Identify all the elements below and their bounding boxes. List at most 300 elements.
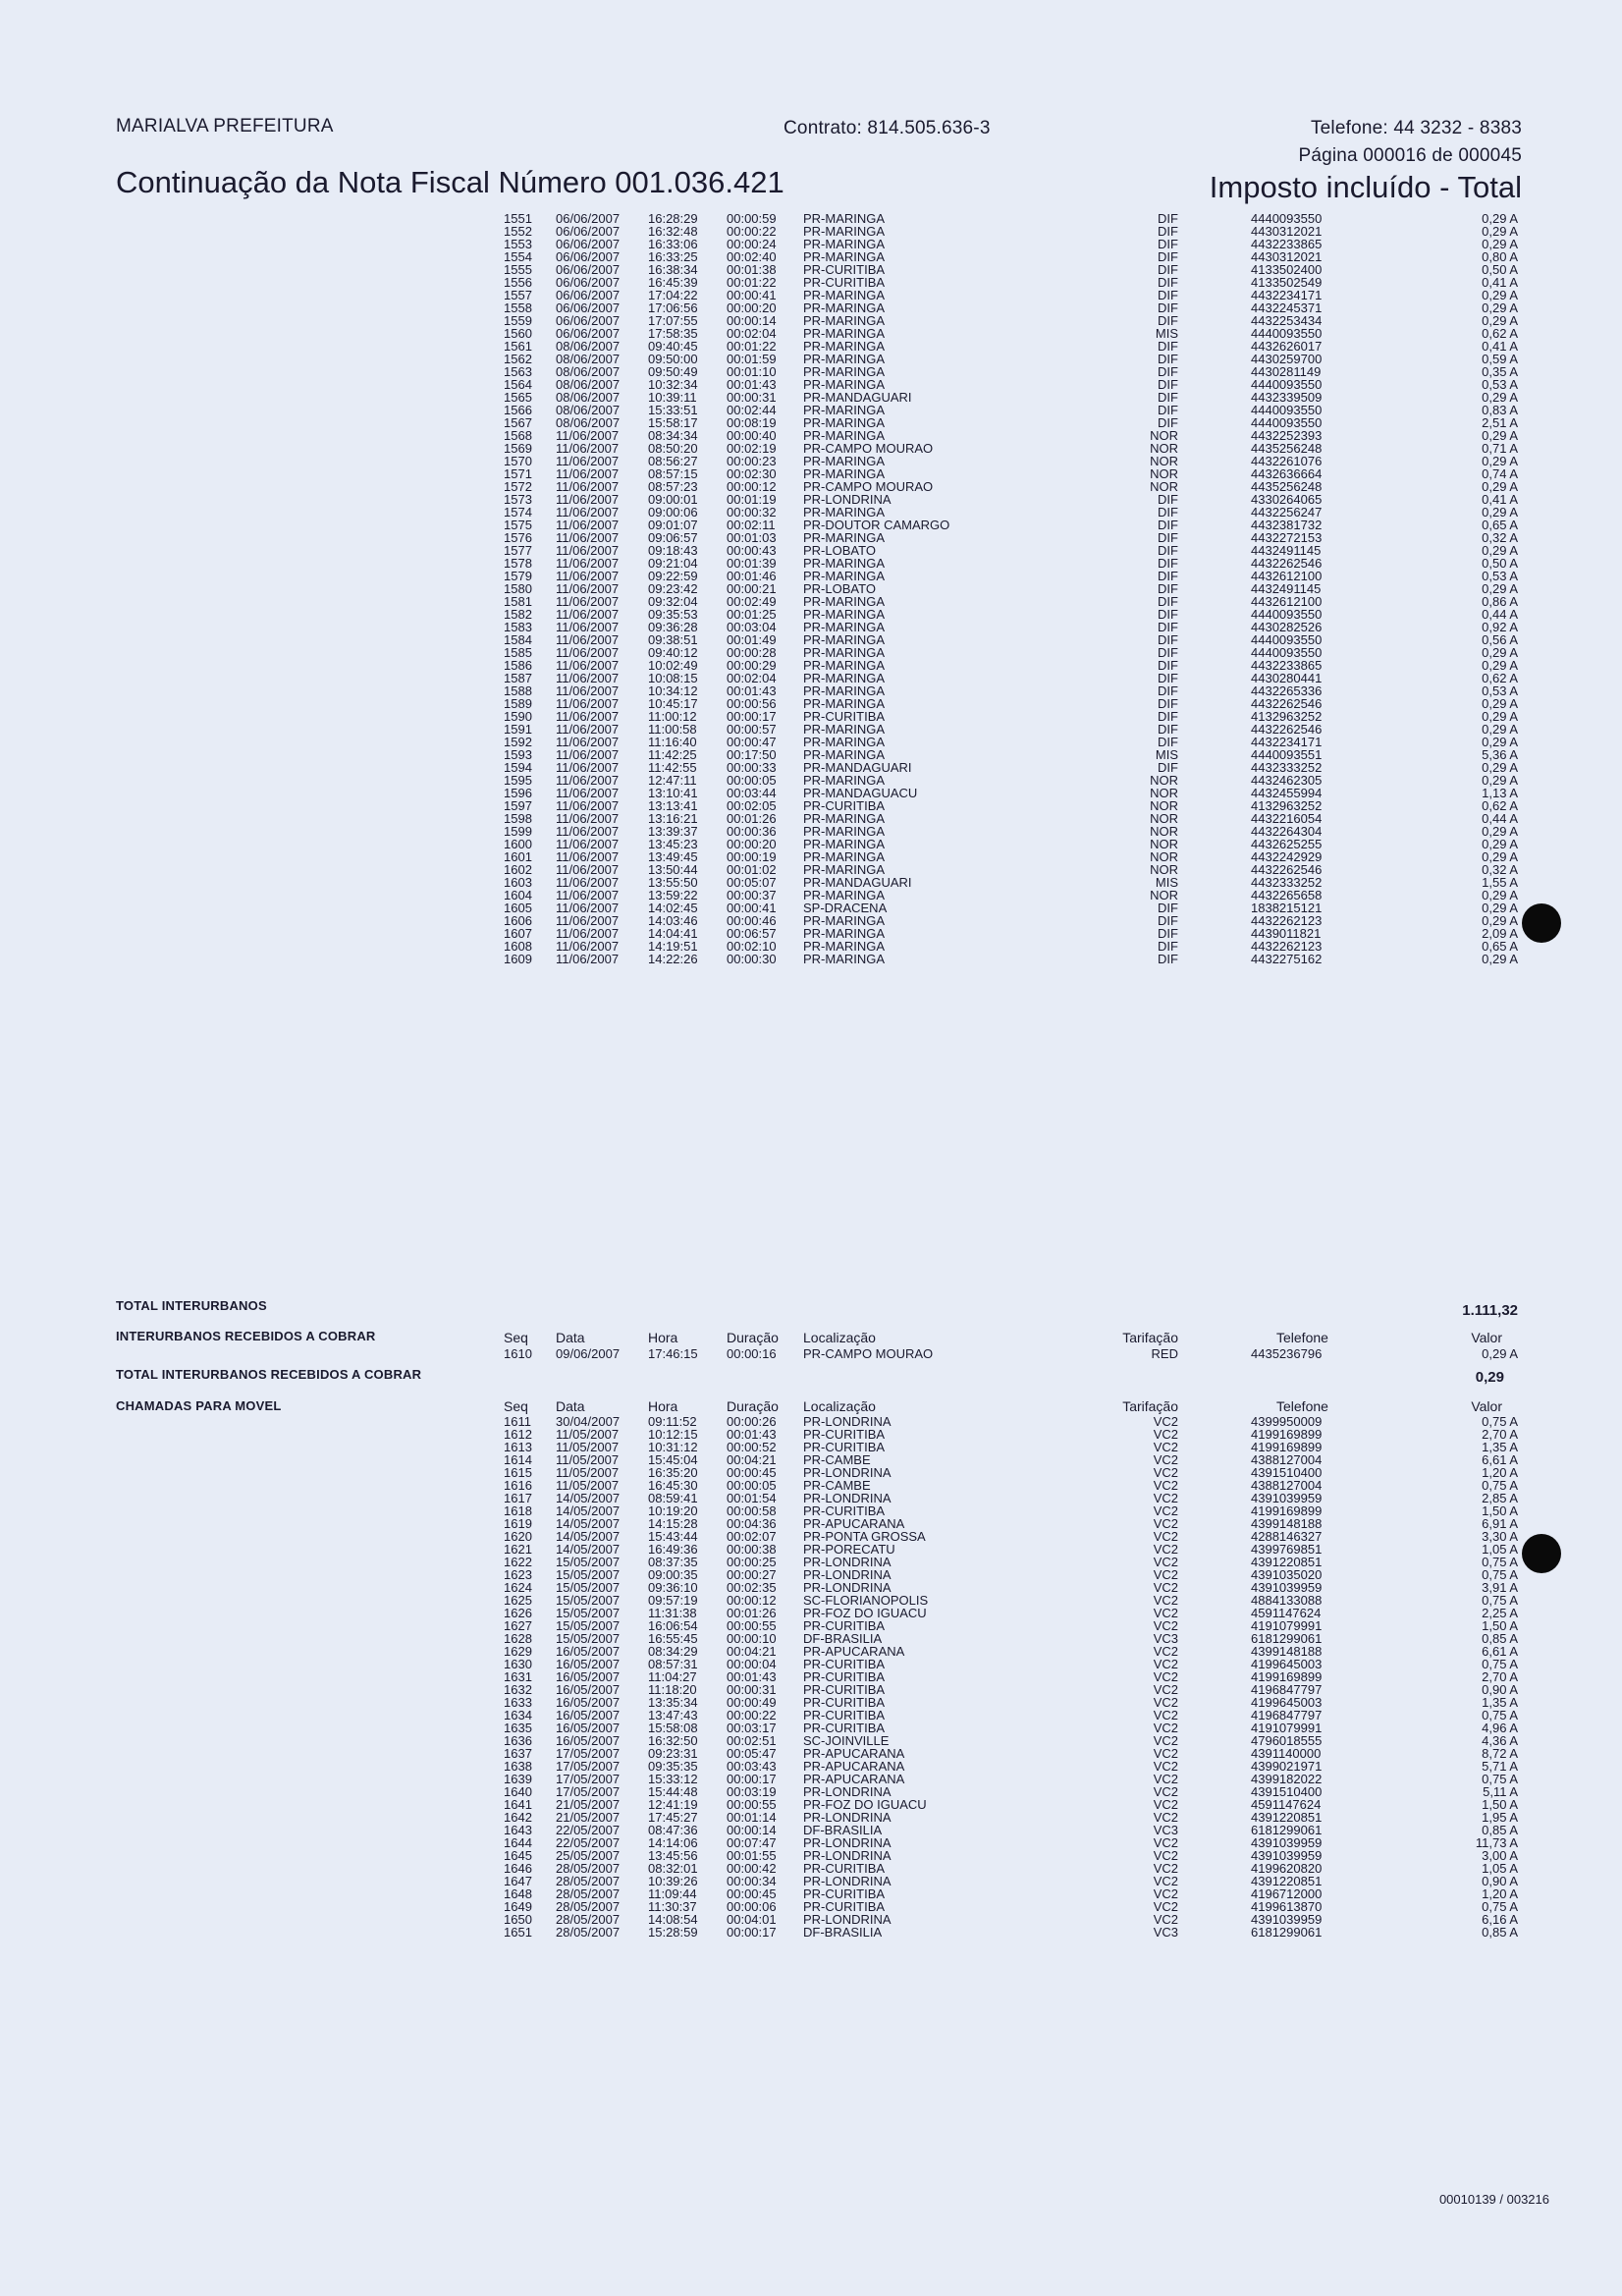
duration-cell: 00:00:19 [727,849,777,864]
location-cell: PR-FOZ DO IGUACU [803,1797,927,1812]
phone-cell: 4199169899 [1251,1503,1323,1518]
location-cell: PR-MANDAGUACU [803,786,918,800]
seq-cell: 1557 [504,288,532,302]
value-cell: 0,29 A [1482,581,1518,596]
rate-cell: VC2 [1153,1695,1178,1710]
value-cell: 2,85 A [1482,1491,1518,1505]
rate-cell: VC2 [1153,1835,1178,1850]
duration-cell: 00:00:41 [727,288,777,302]
date-cell: 06/06/2007 [556,224,621,239]
duration-cell: 00:17:50 [727,747,777,762]
phone-cell: 4432333252 [1251,875,1323,890]
duration-cell: 00:00:22 [727,1708,777,1722]
value-cell: 0,29 A [1482,901,1518,915]
rate-cell: DIF [1158,492,1178,507]
date-cell: 14/05/2007 [556,1503,621,1518]
location-cell: PR-MARINGA [803,735,886,749]
duration-cell: 00:04:21 [727,1452,777,1467]
date-cell: 11/05/2007 [556,1478,620,1493]
location-cell: PR-MARINGA [803,428,886,443]
seq-cell: 1563 [504,364,532,379]
location-cell: PR-MARINGA [803,352,886,366]
location-cell: PR-MARINGA [803,658,886,673]
value-cell: 1,05 A [1482,1861,1518,1876]
duration-cell: 00:01:46 [727,569,777,583]
location-cell: PR-MANDAGUARI [803,875,912,890]
location-cell: PR-CURITIBA [803,1695,886,1710]
date-cell: 06/06/2007 [556,326,621,341]
value-cell: 1,13 A [1482,786,1518,800]
duration-cell: 00:00:36 [727,824,777,839]
duration-cell: 00:01:54 [727,1491,777,1505]
duration-cell: 00:00:29 [727,658,777,673]
duration-cell: 00:01:43 [727,1427,777,1442]
time-cell: 10:39:11 [648,390,697,405]
total-recebidos-label: TOTAL INTERURBANOS RECEBIDOS A COBRAR [116,1367,422,1382]
location-cell: PR-MARINGA [803,530,886,545]
value-cell: 3,00 A [1482,1848,1518,1863]
location-cell: PR-CURITIBA [803,1721,886,1735]
seq-cell: 1602 [504,862,532,877]
date-cell: 11/06/2007 [556,479,620,494]
phone-cell: 4432252393 [1251,428,1323,443]
location-cell: PR-CURITIBA [803,1899,886,1914]
phone-cell: 4435236796 [1251,1346,1323,1361]
seq-cell: 1591 [504,722,532,737]
seq-cell: 1636 [504,1733,532,1748]
phone-cell: 4432262546 [1251,556,1323,571]
duration-cell: 00:00:37 [727,888,777,902]
seq-cell: 1631 [504,1669,532,1684]
column-header-row [0,1332,1622,1346]
location-cell: DF-BRASILIA [803,1823,883,1837]
rate-cell: DIF [1158,581,1178,596]
time-cell: 09:32:04 [648,594,698,609]
date-cell: 17/05/2007 [556,1784,621,1799]
duration-cell: 00:00:14 [727,1823,777,1837]
seq-cell: 1643 [504,1823,532,1837]
phone-cell: 4432626017 [1251,339,1323,354]
time-cell: 17:58:35 [648,326,698,341]
seq-cell: 1566 [504,403,532,417]
date-cell: 11/06/2007 [556,722,620,737]
duration-cell: 00:01:55 [727,1848,777,1863]
duration-cell: 00:02:35 [727,1580,777,1595]
seq-cell: 1559 [504,313,532,328]
rate-cell: DIF [1158,224,1178,239]
phone-cell: 4432262546 [1251,696,1323,711]
location-cell: PR-MANDAGUARI [803,760,912,775]
value-cell: 0,75 A [1482,1772,1518,1786]
value-cell: 0,75 A [1482,1414,1518,1429]
time-cell: 09:21:04 [648,556,698,571]
duration-cell: 00:08:19 [727,415,777,430]
value-cell: 0,59 A [1482,352,1518,366]
rate-cell: VC2 [1153,1848,1178,1863]
rate-cell: DIF [1158,313,1178,328]
rate-cell: MIS [1155,326,1178,341]
duration-cell: 00:00:32 [727,505,777,519]
duration-cell: 00:02:40 [727,249,777,264]
phone-cell: 4430281149 [1251,364,1322,379]
phone-cell: 4432233865 [1251,237,1323,251]
value-cell: 0,29 A [1482,237,1518,251]
location-cell: PR-APUCARANA [803,1772,905,1786]
time-cell: 16:33:25 [648,249,698,264]
seq-cell: 1586 [504,658,532,673]
time-cell: 15:58:17 [648,415,698,430]
time-cell: 10:19:20 [648,1503,698,1518]
seq-cell: 1594 [504,760,532,775]
rate-cell: VC2 [1153,1899,1178,1914]
rate-cell: VC2 [1153,1721,1178,1735]
location-cell: PR-MARINGA [803,862,886,877]
time-cell: 10:12:15 [648,1427,698,1442]
date-cell: 16/05/2007 [556,1644,621,1659]
duration-cell: 00:01:19 [727,492,777,507]
phone-cell: 4440093550 [1251,607,1323,622]
phone-cell: 4432233865 [1251,658,1323,673]
seq-cell: 1556 [504,275,532,290]
time-cell: 13:50:44 [648,862,698,877]
phone-cell: 4432262546 [1251,722,1323,737]
time-cell: 15:28:59 [648,1925,698,1940]
rate-cell: DIF [1158,518,1178,532]
rate-cell: DIF [1158,237,1178,251]
phone-cell: 4432234171 [1251,288,1323,302]
rate-cell: DIF [1158,671,1178,685]
seq-cell: 1593 [504,747,532,762]
duration-cell: 00:03:19 [727,1784,777,1799]
phone-cell: 4432262123 [1251,939,1323,954]
page-indicator: Página 000016 de 000045 [1298,145,1522,166]
value-cell: 0,29 A [1482,722,1518,737]
date-cell: 30/04/2007 [556,1414,621,1429]
location-cell: PR-MARINGA [803,837,886,851]
value-cell: 2,70 A [1482,1669,1518,1684]
time-cell: 09:35:35 [648,1759,698,1774]
rate-cell: NOR [1150,798,1178,813]
date-cell: 06/06/2007 [556,313,621,328]
time-cell: 12:47:11 [648,773,697,788]
duration-cell: 00:00:16 [727,1346,777,1361]
time-cell: 14:04:41 [648,926,698,941]
location-cell: PR-MARINGA [803,747,886,762]
duration-cell: 00:00:42 [727,1861,777,1876]
location-cell: PR-MARINGA [803,645,886,660]
time-cell: 10:32:34 [648,377,698,392]
value-cell: 6,61 A [1482,1644,1518,1659]
seq-cell: 1567 [504,415,532,430]
duration-cell: 00:00:17 [727,1925,777,1940]
seq-cell: 1637 [504,1746,532,1761]
location-cell: PR-MANDAGUARI [803,390,912,405]
time-cell: 13:59:22 [648,888,698,902]
location-cell: PR-LONDRINA [803,1784,892,1799]
date-cell: 16/05/2007 [556,1657,621,1671]
duration-cell: 00:00:06 [727,1899,777,1914]
rate-cell: VC3 [1153,1631,1178,1646]
seq-cell: 1620 [504,1529,532,1544]
date-cell: 11/06/2007 [556,939,620,954]
value-cell: 0,35 A [1482,364,1518,379]
phone-cell: 6181299061 [1251,1631,1323,1646]
rate-cell: VC2 [1153,1465,1178,1480]
location-cell: SC-JOINVILLE [803,1733,890,1748]
seq-cell: 1574 [504,505,532,519]
value-cell: 0,75 A [1482,1567,1518,1582]
time-cell: 16:45:39 [648,275,698,290]
location-cell: PR-LONDRINA [803,1912,892,1927]
time-cell: 17:06:56 [648,301,698,315]
duration-cell: 00:01:22 [727,275,777,290]
time-cell: 13:49:45 [648,849,698,864]
location-cell: PR-DOUTOR CAMARGO [803,518,950,532]
rate-cell: NOR [1150,773,1178,788]
column-header-tarifacao: Tarifação [1122,1398,1178,1414]
phone-cell: 4399950009 [1251,1414,1323,1429]
rate-cell: DIF [1158,288,1178,302]
phone-cell: 4330264065 [1251,492,1323,507]
time-cell: 08:37:35 [648,1555,698,1569]
rate-cell: VC2 [1153,1503,1178,1518]
column-header-localizacao: Localização [803,1398,876,1414]
time-cell: 10:45:17 [648,696,698,711]
phone-cell: 4191079991 [1251,1618,1323,1633]
location-cell: PR-LONDRINA [803,1491,892,1505]
time-cell: 10:02:49 [648,658,698,673]
rate-cell: VC3 [1153,1823,1178,1837]
seq-cell: 1552 [504,224,532,239]
column-header-telefone: Telefone [1276,1398,1328,1414]
time-cell: 09:23:31 [648,1746,698,1761]
duration-cell: 00:01:49 [727,632,777,647]
phone-cell: 4432275162 [1251,952,1323,966]
interurbanos-table [0,212,1622,965]
value-cell: 1,50 A [1482,1503,1518,1518]
time-cell: 09:18:43 [648,543,698,558]
seq-cell: 1555 [504,262,532,277]
date-cell: 08/06/2007 [556,415,621,430]
time-cell: 13:45:56 [648,1848,698,1863]
rate-cell: VC2 [1153,1669,1178,1684]
phone-cell: 4391510400 [1251,1784,1323,1799]
phone-cell: 4199620820 [1251,1861,1323,1876]
value-cell: 0,29 A [1482,313,1518,328]
duration-cell: 00:00:59 [727,211,777,226]
date-cell: 11/06/2007 [556,620,620,634]
location-cell: PR-PONTA GROSSA [803,1529,926,1544]
phone-cell: 4132963252 [1251,709,1323,724]
time-cell: 11:16:40 [648,735,697,749]
time-cell: 16:35:20 [648,1465,698,1480]
time-cell: 09:50:00 [648,352,698,366]
phone-cell: 4391510400 [1251,1465,1323,1480]
total-interurbanos-label: TOTAL INTERURBANOS [116,1298,267,1313]
value-cell: 0,65 A [1482,939,1518,954]
time-cell: 14:19:51 [648,939,698,954]
column-header-seq: Seq [504,1398,528,1414]
time-cell: 17:04:22 [648,288,698,302]
date-cell: 11/06/2007 [556,709,620,724]
rate-cell: NOR [1150,454,1178,468]
seq-cell: 1592 [504,735,532,749]
rate-cell: VC2 [1153,1746,1178,1761]
seq-cell: 1635 [504,1721,532,1735]
duration-cell: 00:00:41 [727,901,777,915]
date-cell: 11/06/2007 [556,913,620,928]
phone-cell: 4132963252 [1251,798,1323,813]
date-cell: 11/06/2007 [556,735,620,749]
value-cell: 1,50 A [1482,1797,1518,1812]
seq-cell: 1647 [504,1874,532,1888]
column-header-hora: Hora [648,1330,678,1345]
value-cell: 0,41 A [1482,339,1518,354]
rate-cell: DIF [1158,696,1178,711]
phone-cell: 4796018555 [1251,1733,1323,1748]
phone-cell: 4391039959 [1251,1491,1323,1505]
date-cell: 11/06/2007 [556,798,620,813]
time-cell: 09:50:49 [648,364,698,379]
date-cell: 08/06/2007 [556,377,621,392]
duration-cell: 00:02:04 [727,671,777,685]
date-cell: 11/06/2007 [556,952,620,966]
value-cell: 6,61 A [1482,1452,1518,1467]
rate-cell: DIF [1158,415,1178,430]
location-cell: PR-MARINGA [803,926,886,941]
location-cell: PR-MARINGA [803,364,886,379]
date-cell: 11/06/2007 [556,581,620,596]
phone-cell: 4391220851 [1251,1810,1323,1825]
date-cell: 11/06/2007 [556,926,620,941]
contract-number: Contrato: 814.505.636-3 [784,118,991,138]
duration-cell: 00:01:25 [727,607,777,622]
date-cell: 08/06/2007 [556,403,621,417]
seq-cell: 1640 [504,1784,532,1799]
duration-cell: 00:00:56 [727,696,777,711]
location-cell: PR-MARINGA [803,313,886,328]
seq-cell: 1634 [504,1708,532,1722]
time-cell: 12:41:19 [648,1797,698,1812]
time-cell: 09:36:28 [648,620,698,634]
value-cell: 0,75 A [1482,1899,1518,1914]
duration-cell: 00:03:04 [727,620,777,634]
seq-cell: 1582 [504,607,532,622]
date-cell: 22/05/2007 [556,1823,621,1837]
value-cell: 0,92 A [1482,620,1518,634]
location-cell: PR-MARINGA [803,632,886,647]
column-header-hora: Hora [648,1398,678,1414]
phone-cell: 4196712000 [1251,1886,1323,1901]
rate-cell: DIF [1158,645,1178,660]
rate-cell: NOR [1150,862,1178,877]
value-cell: 5,11 A [1483,1784,1518,1799]
date-cell: 06/06/2007 [556,275,621,290]
phone-cell: 4391035020 [1251,1567,1323,1582]
duration-cell: 00:02:11 [727,518,776,532]
rate-cell: NOR [1150,786,1178,800]
rate-cell: DIF [1158,211,1178,226]
value-cell: 0,29 A [1482,211,1518,226]
value-cell: 0,29 A [1482,709,1518,724]
location-cell: PR-FOZ DO IGUACU [803,1606,927,1620]
duration-cell: 00:00:05 [727,1478,777,1493]
duration-cell: 00:00:14 [727,313,777,328]
value-cell: 1,35 A [1482,1440,1518,1454]
date-cell: 14/05/2007 [556,1491,621,1505]
time-cell: 09:00:35 [648,1567,698,1582]
rate-cell: VC2 [1153,1861,1178,1876]
value-cell: 0,29 A [1482,760,1518,775]
seq-cell: 1649 [504,1899,532,1914]
date-cell: 11/06/2007 [556,671,620,685]
rate-cell: VC2 [1153,1797,1178,1812]
seq-cell: 1570 [504,454,532,468]
seq-cell: 1597 [504,798,532,813]
duration-cell: 00:00:12 [727,479,777,494]
location-cell: PR-MARINGA [803,377,886,392]
duration-cell: 00:00:24 [727,237,777,251]
rate-cell: VC2 [1153,1478,1178,1493]
rate-cell: VC2 [1153,1427,1178,1442]
location-cell: PR-LONDRINA [803,1414,892,1429]
location-cell: PR-LONDRINA [803,1465,892,1480]
time-cell: 15:33:12 [648,1772,698,1786]
value-cell: 0,29 A [1482,913,1518,928]
date-cell: 11/05/2007 [556,1440,620,1454]
time-cell: 13:55:50 [648,875,698,890]
phone-cell: 4388127004 [1251,1478,1323,1493]
time-cell: 08:47:36 [648,1823,698,1837]
date-cell: 28/05/2007 [556,1899,621,1914]
rate-cell: VC2 [1153,1784,1178,1799]
date-cell: 11/06/2007 [556,862,620,877]
location-cell: PR-LONDRINA [803,1874,892,1888]
page-title: Continuação da Nota Fiscal Número 001.036.421 [116,165,784,199]
location-cell: PR-CURITIBA [803,709,886,724]
duration-cell: 00:04:01 [727,1912,777,1927]
rate-cell: DIF [1158,275,1178,290]
phone-cell: 4430282526 [1251,620,1323,634]
value-cell: 0,83 A [1482,403,1518,417]
value-cell: 1,20 A [1482,1465,1518,1480]
page-subtitle: Imposto incluído - Total [1209,170,1522,204]
phone-cell: 4288146327 [1251,1529,1323,1544]
date-cell: 17/05/2007 [556,1759,621,1774]
location-cell: PR-LONDRINA [803,1567,892,1582]
duration-cell: 00:01:43 [727,683,777,698]
date-cell: 06/06/2007 [556,249,621,264]
rate-cell: DIF [1158,390,1178,405]
date-cell: 11/06/2007 [556,632,620,647]
value-cell: 1,05 A [1482,1542,1518,1557]
location-cell: SP-DRACENA [803,901,888,915]
time-cell: 11:42:25 [648,747,697,762]
seq-cell: 1612 [504,1427,532,1442]
phone-cell: 4432462305 [1251,773,1323,788]
phone-cell: 4430312021 [1251,249,1323,264]
time-cell: 11:00:12 [648,709,697,724]
value-cell: 0,75 A [1482,1657,1518,1671]
punch-hole [1522,903,1561,943]
value-cell: 0,29 A [1482,773,1518,788]
value-cell: 0,29 A [1482,505,1518,519]
date-cell: 11/06/2007 [556,607,620,622]
location-cell: PR-MARINGA [803,224,886,239]
time-cell: 08:34:34 [648,428,698,443]
seq-cell: 1606 [504,913,532,928]
duration-cell: 00:02:19 [727,441,777,456]
